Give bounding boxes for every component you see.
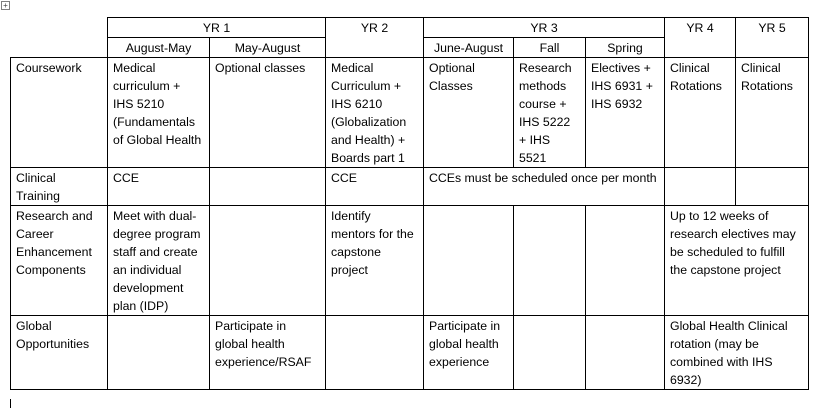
header-period-jun-aug: June-August bbox=[424, 38, 514, 58]
table-cell: Identify mentors for the capstone project bbox=[326, 206, 424, 316]
table-cell: CCEs must be scheduled once per month bbox=[424, 168, 665, 206]
table-cell bbox=[424, 206, 514, 316]
header-yr4: YR 4 bbox=[665, 18, 736, 58]
table-cell bbox=[514, 206, 586, 316]
row-clinical-training bbox=[11, 168, 809, 206]
table-cell: Up to 12 weeks of research electives may be scheduled to fulfill the capstone project bbox=[665, 206, 809, 316]
header-period-spring: Spring bbox=[586, 38, 665, 58]
header-yr5: YR 5 bbox=[736, 18, 809, 58]
table-cell bbox=[665, 168, 736, 206]
table-cell bbox=[514, 316, 586, 390]
table-cell bbox=[210, 168, 326, 206]
table-cell: Global Health Clinical rotation (may be combined with IHS 6932) bbox=[665, 316, 809, 390]
table-cell: Meet with dual-degree program staff and create an individual development plan (IDP) bbox=[108, 206, 210, 316]
table-cell: Clinical Rotations bbox=[665, 58, 736, 168]
table-cell: Participate in global health experience/RSAF bbox=[210, 316, 326, 390]
table-cell: Clinical Rotations bbox=[736, 58, 809, 168]
row-coursework bbox=[11, 58, 809, 168]
row-label: Clinical Training bbox=[11, 168, 108, 206]
table-cell: CCE bbox=[108, 168, 210, 206]
header-row-years bbox=[11, 18, 809, 38]
table-cell: Research methods course + IHS 5222 + IHS 5521 bbox=[514, 58, 586, 168]
table-cell bbox=[326, 316, 424, 390]
table-cell: Optional classes bbox=[210, 58, 326, 168]
table-cell bbox=[586, 316, 665, 390]
row-label: Research and Career Enhancement Components bbox=[11, 206, 108, 316]
row-research-career bbox=[11, 206, 809, 316]
table-cell bbox=[108, 316, 210, 390]
program-timeline-table bbox=[10, 17, 809, 390]
header-yr1: YR 1 bbox=[108, 18, 326, 38]
table-cell bbox=[210, 206, 326, 316]
cursor-line bbox=[10, 399, 11, 408]
table-cell: Medical Curriculum + IHS 6210 (Globalization and Health) + Boards part 1 bbox=[326, 58, 424, 168]
table-cell bbox=[736, 168, 809, 206]
header-period-aug-may: August-May bbox=[108, 38, 210, 58]
table-cell: Optional Classes bbox=[424, 58, 514, 168]
header-yr3: YR 3 bbox=[424, 18, 665, 38]
table-cell: Participate in global health experience bbox=[424, 316, 514, 390]
table-cell: Electives + IHS 6931 + IHS 6932 bbox=[586, 58, 665, 168]
row-label: Coursework bbox=[11, 58, 108, 168]
header-yr2: YR 2 bbox=[326, 18, 424, 58]
header-period-may-aug: May-August bbox=[210, 38, 326, 58]
row-label: Global Opportunities bbox=[11, 316, 108, 390]
row-global-opportunities bbox=[11, 316, 809, 390]
table-cell bbox=[586, 206, 665, 316]
header-period-fall: Fall bbox=[514, 38, 586, 58]
table-cell: Medical curriculum + IHS 5210 (Fundamentals of Global Health bbox=[108, 58, 210, 168]
table-move-handle-icon[interactable]: + bbox=[1, 1, 10, 10]
table-cell: CCE bbox=[326, 168, 424, 206]
corner-cell bbox=[11, 18, 108, 58]
